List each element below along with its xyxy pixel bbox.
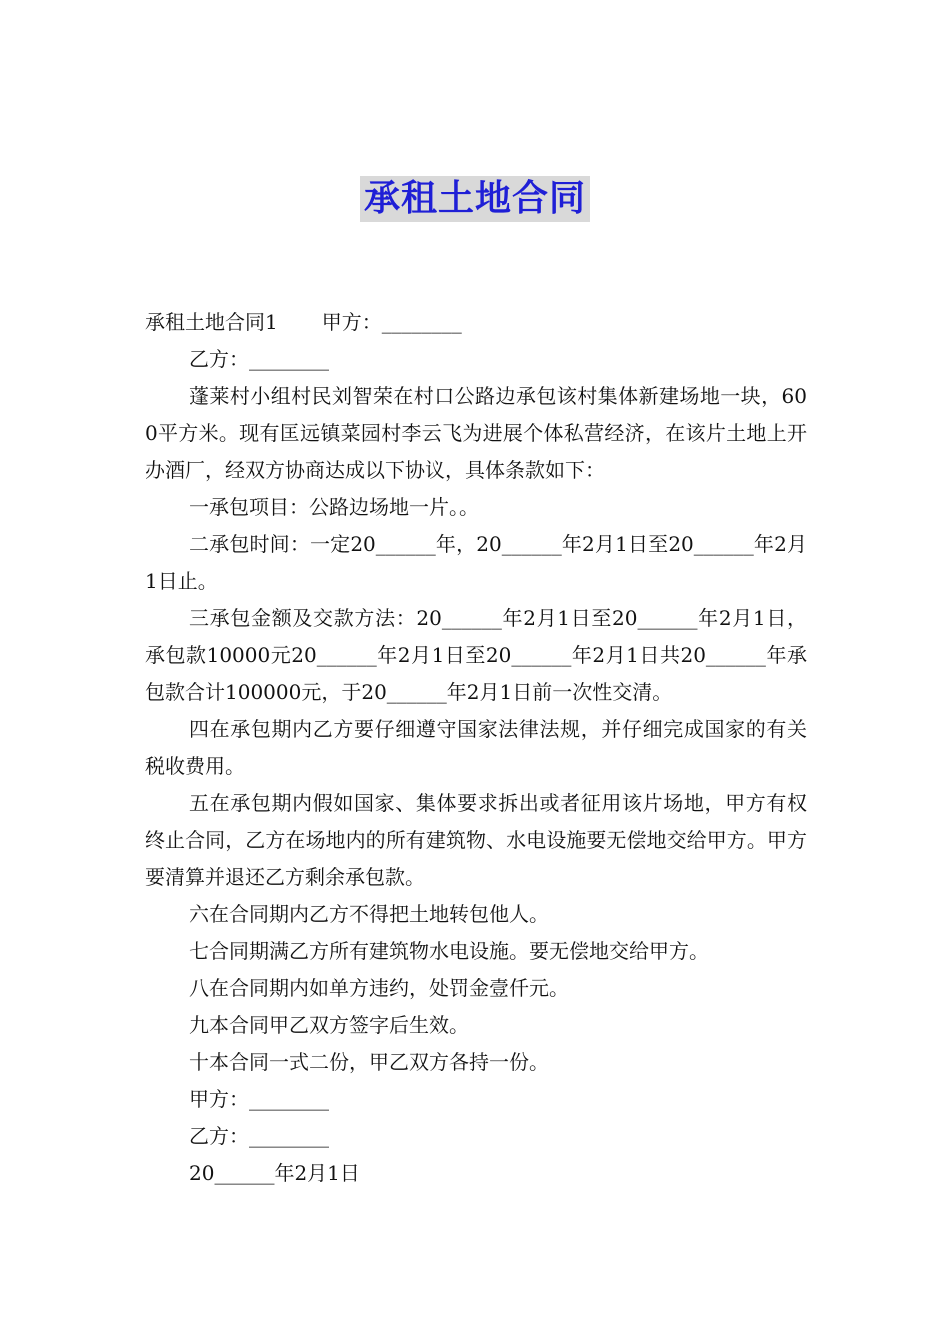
- clause-9: 九本合同甲乙双方签字后生效。: [189, 1013, 469, 1037]
- clause-10: 十本合同一式二份，甲乙双方各持一份。: [189, 1050, 549, 1074]
- clause-1: 一承包项目：公路边场地一片。。: [189, 495, 479, 519]
- contract-heading-line: [145, 304, 807, 341]
- party-b-line: 乙方：________: [189, 347, 329, 371]
- document-title: 承租土地合同: [360, 176, 590, 222]
- clause-5: 五在承包期内假如国家、集体要求拆出或者征用该片场地，甲方有权终止合同，乙方在场地内的所有建筑物、水电设施要无偿地交给甲方。甲方要清算并退还乙方剩余承包款。: [145, 791, 807, 889]
- clause-3: 三承包金额及交款方法：20______年2月1日至20______年2月1日，承包款10000元20______年2月1日至20______年2月1日共20______年承包款合计100000元，于20______年2月1日前一次性交清。: [145, 606, 807, 704]
- clause-2: 二承包时间：一定20______年，20______年2月1日至20______年2月1日止。: [145, 532, 807, 593]
- preamble-paragraph: 蓬莱村小组村民刘智荣在村口公路边承包该村集体新建场地一块，600平方米。现有匡远镇菜园村李云飞为进展个体私营经济，在该片土地上开办酒厂，经双方协商达成以下协议，具体条款如下：: [145, 384, 807, 482]
- signature-date: 20______年2月1日: [189, 1161, 360, 1185]
- clause-8: 八在合同期内如单方违约，处罚金壹仟元。: [189, 976, 569, 1000]
- title-block: [0, 176, 950, 222]
- signature-party-b: 乙方：________: [189, 1124, 329, 1148]
- signature-party-a: 甲方：________: [189, 1087, 329, 1111]
- document-body: [145, 304, 807, 1192]
- party-a-field: 甲方：________: [321, 310, 462, 334]
- clause-6: 六在合同期内乙方不得把土地转包他人。: [189, 902, 549, 926]
- clause-4: 四在承包期内乙方要仔细遵守国家法律法规，并仔细完成国家的有关税收费用。: [145, 717, 807, 778]
- contract-heading: 承租土地合同1: [145, 310, 278, 334]
- clause-7: 七合同期满乙方所有建筑物水电设施。要无偿地交给甲方。: [189, 939, 709, 963]
